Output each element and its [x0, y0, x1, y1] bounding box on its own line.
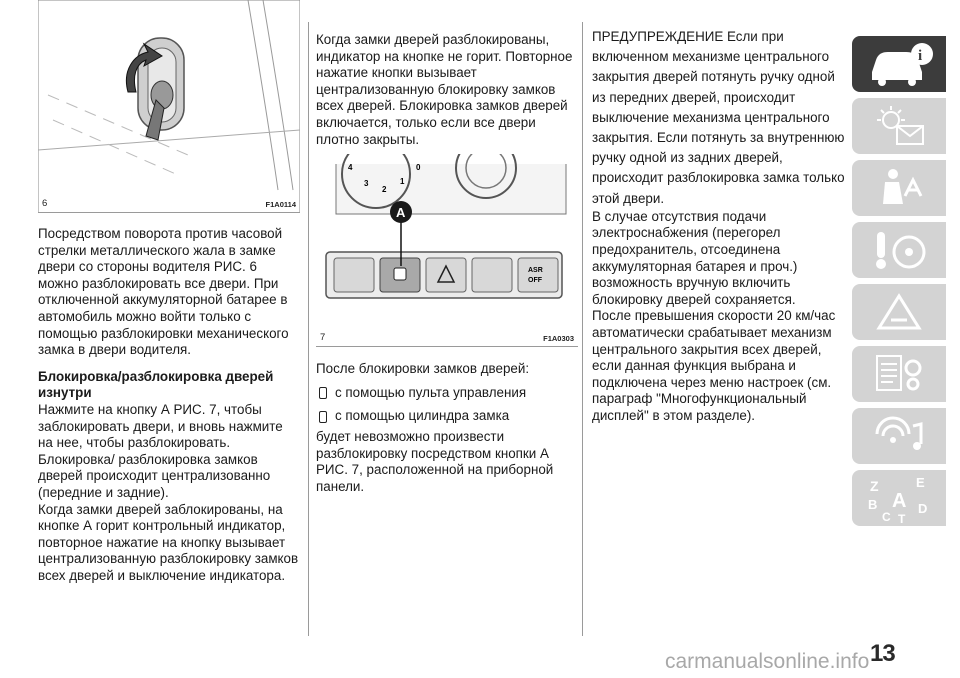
- list-item: с помощью пульта управления: [316, 385, 578, 402]
- svg-text:T: T: [898, 512, 906, 523]
- callout-label: A: [396, 205, 406, 221]
- svg-text:E: E: [916, 475, 925, 490]
- index-icon: [864, 473, 934, 523]
- svg-text:B: B: [868, 497, 878, 512]
- svg-text:i: i: [918, 48, 923, 64]
- paragraph-speed-lock: После превышения скорости 20 км/час автоматически срабатывает механизм центрального закрытия всех дверей, если данная функция выбрана и подключена через меню настроек (см. параграф "Многофункциональный дисплей" в этом разделе).: [592, 308, 836, 423]
- tab-emergency[interactable]: [852, 284, 946, 340]
- column-divider: [308, 22, 309, 636]
- tab-multimedia[interactable]: [852, 408, 946, 464]
- car-info-icon: [864, 42, 934, 86]
- figure-code: F1A0303: [543, 334, 574, 344]
- paragraph-unlocked-state: Когда замки дверей разблокированы, индикатор на кнопке не горит. Повторное нажатие кнопки вызывает централизованную блокировку замков всех дверей. Блокировка замков дверей включается, только если все двери плотно закрыты.: [316, 32, 573, 147]
- column-1: [38, 0, 300, 584]
- column-3: [592, 0, 848, 425]
- watermark: carmanualsonline.info: [665, 650, 870, 673]
- dial-number: 2: [382, 185, 387, 195]
- svg-text:C: C: [882, 510, 891, 523]
- checkbox-bullet-icon: [319, 387, 327, 399]
- svg-text:A: A: [892, 490, 907, 512]
- warning-paragraph: ПРЕДУПРЕЖДЕНИЕ Если при включенном механизме центрального закрытия дверей потянуть ручку одной из передних дверей, происходит выключение механизма центрального закрытия. Если потянуть за внутреннюю ручку одной из задних дверей, происходит разблокировка замка только этой двери.: [592, 29, 845, 206]
- paragraph-locked-state: Когда замки дверей заблокированы, на кнопке А горит контрольный индикатор, повторное нажатие на кнопку вызывает централизованную разблокировку замков всех дверей и выключение индикатора.: [38, 501, 299, 583]
- figure-number: 7: [320, 332, 326, 344]
- dial-number: 0: [416, 163, 421, 173]
- intro-paragraph: Посредством поворота против часовой стрелки металлического жала в замке двери со стороны водителя РИС. 6 можно разблокировать все двери. При отключенной аккумуляторной батарее в автомобиль можно войти только с помощью разблокировки механического замка в двери водителя.: [38, 226, 289, 358]
- multimedia-icon: [869, 414, 929, 458]
- key-steering-icon: [869, 228, 929, 272]
- tab-warning-lights[interactable]: [852, 98, 946, 154]
- svg-text:Z: Z: [870, 478, 879, 494]
- tab-safety[interactable]: [852, 160, 946, 216]
- door-lock-illustration: [38, 0, 300, 212]
- dial-number: 4: [348, 163, 353, 173]
- dashboard-button-illustration: [316, 154, 578, 346]
- figure-6: [38, 0, 300, 213]
- breakdown-icon: [869, 290, 929, 334]
- off-label: OFF: [528, 277, 542, 285]
- maintenance-icon: [869, 352, 929, 396]
- dial-number: 1: [400, 177, 405, 187]
- tab-maintenance[interactable]: [852, 346, 946, 402]
- list-item: с помощью цилиндра замка: [316, 408, 578, 425]
- figure-7: [316, 154, 578, 347]
- column-divider: [582, 22, 583, 636]
- svg-text:D: D: [918, 501, 928, 516]
- paragraph-power-loss: В случае отсутствия подачи электроснабжения (перегорел предохранитель, отсоединена аккумуляторная батарея и проч.) возможность вручную включить блокировку дверей сохраняется.: [592, 208, 798, 307]
- warning-lights-icon: [869, 104, 929, 148]
- figure-number: 6: [42, 198, 48, 209]
- section-heading: Блокировка/разблокировка дверей изнутри: [38, 368, 274, 401]
- dial-number: 3: [364, 179, 369, 189]
- asr-label: ASR: [528, 267, 543, 275]
- airbag-seatbelt-icon: [869, 166, 929, 210]
- tab-index[interactable]: [852, 470, 946, 526]
- page-number: 13: [870, 640, 895, 667]
- checkbox-bullet-icon: [319, 411, 327, 423]
- column-2: [316, 0, 578, 495]
- paragraph-lock-button: Нажмите на кнопку А РИС. 7, чтобы заблокировать двери, и вновь нажмите на нее, чтобы разблокировать. Блокировка/ разблокировка замков дверей происходит централизованно (передние и задние).: [38, 401, 283, 500]
- paragraph-no-unlock: будет невозможно произвести разблокировку посредством кнопки А РИС. 7, расположенной на приборной панели.: [316, 428, 554, 494]
- tab-starting-driving[interactable]: [852, 222, 946, 278]
- after-lock-heading: После блокировки замков дверей:: [316, 361, 530, 377]
- tab-car-info[interactable]: [852, 36, 946, 92]
- figure-code: F1A0114: [265, 200, 296, 209]
